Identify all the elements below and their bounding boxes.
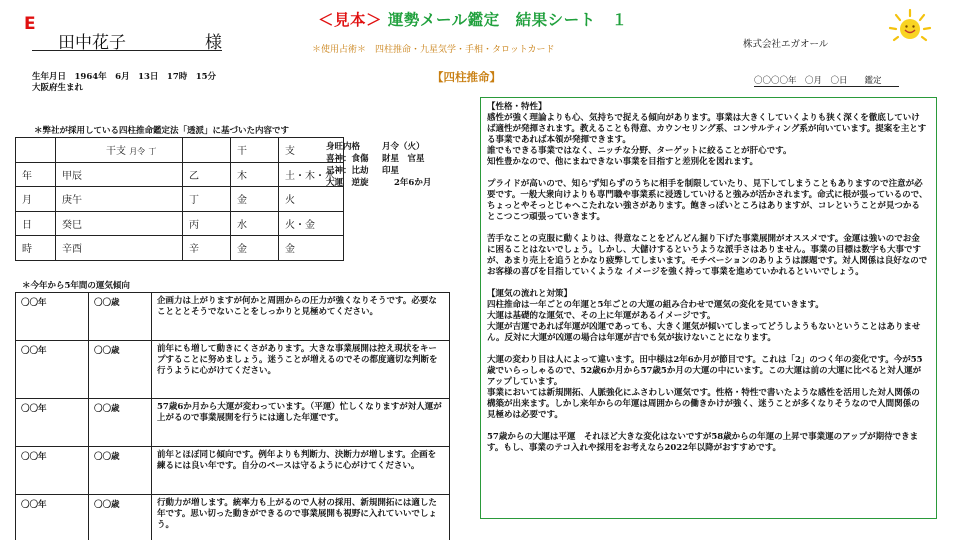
pride-paragraph: プライドが高いので、知ら'ず知らずのうちに相手を制限していたり、見下してしまうこともありますので注意が必要です。一般大衆向けよりも専門職や事業系に浸透していけると強みが活かされます。命式に根が張っているので、ちょっとやそっとじゃへこたれない強さがあります。飽きっぽいところはありますが、コレということが見つかるとこつこつ頑張っていきます。	[487, 179, 928, 222]
table-row	[16, 447, 450, 495]
trend-age: 〇〇歳	[89, 399, 152, 447]
section-title: 【四柱推命】	[432, 70, 501, 84]
trend-text: 前年にも増して動きにくさがあります。大きな事業展開は控え現状をキープすることに努めましょう。迷うことが増えるのでその都度適切な判断を行うように心がけてください。	[152, 341, 450, 399]
trend-year: 〇〇年	[16, 399, 89, 447]
header-kan: 干	[231, 138, 279, 163]
pillar-shi-element: 火	[279, 187, 344, 212]
honorific: 様	[205, 33, 222, 53]
pillar-kan-element: 水	[231, 211, 279, 236]
fortune-info-row: 喜神：食傷 財星 官星	[326, 154, 425, 164]
table-row	[16, 211, 344, 236]
table-row	[16, 495, 450, 540]
company-name: 株式会社エガオール	[743, 39, 829, 50]
header-blank-2	[183, 138, 231, 163]
trend-text: 前年とほぼ同じ傾向です。例年よりも判断力、決断力が増します。企画を練るには良い年です。自分のペースは守るように心がけてください。	[152, 447, 450, 495]
table-row	[16, 399, 450, 447]
pillar-kan: 丁	[183, 187, 231, 212]
table-row	[16, 187, 344, 212]
trend-age: 〇〇歳	[89, 447, 152, 495]
trend-year: 〇〇年	[16, 447, 89, 495]
birth-info	[32, 72, 216, 94]
strength-paragraph: 苦手なことの克服に動くよりは、得意なことをどんどん掘り下げた事業展開がオススメです。金運は強いのでお金に困ることはないでしょう。しかし、大儲けするというような派手さはありません。事業の目標は数字も大事ですが、あまり売上を追うとかなり疲弊してしまいます。モチベーションのありようは課題です。対人関係は良好なのでお客様の喜びを目指していくような イメージを強く持って事業を進めていかれるといいでしょう。	[487, 234, 928, 277]
turning-point-paragraph: 大運の変わり目は人によって違います。田中様は2年6か月が節目です。これは「2」のつく年の変化です。今が55歳でいらっしゃるので、52歳6か月から57歳5か月の大運の中にいます。この大運は前の大運に比べると対人運がアップしています。 事業においては新規開拓、人脈強化にふさわしい運気です。性格・特性で書いたような感性を活用した対人関係の構築が出来ます。しかし来年からの年運は周囲からの働きかけが強く、迷うことが多くなりそうなので人間関係の見極めは必要です。	[487, 355, 923, 420]
personality-paragraph: 【性格・特性】 感性が強く理論よりも心、気持ちで捉える傾向があります。事業は大きくしていくよりも狭く深くを徹底していけば適性が発揮されます。教えることも得意、カウンセリング系、コンサルティング系が向いています。提案を主とする事業であれば本領が発揮できます。 誰でもできる事業ではなく、ニッチな分野、ターゲットに絞ることが肝心です。 知性豊かなので、他にまねできない事業を目指すと差別化を図れます。	[487, 102, 927, 167]
sun-logo	[886, 8, 934, 52]
pillar-kanshi: 癸巳	[56, 211, 183, 236]
pillar-kanshi: 甲辰	[56, 162, 183, 187]
pillar-label: 日	[16, 211, 56, 236]
trend-text: 行動力が増します。統率力も上がるので人材の採用、新規開拓には適した年です。思い切った動きができるので事業展開も視野に入れていいでしょう。	[152, 495, 450, 540]
fortune-info-row: 身旺内格 月令（火）	[326, 142, 425, 152]
sheet-title	[318, 8, 628, 30]
fortune-flow-paragraph: 【運気の流れと対策】 四柱推命は一年ごとの年運と5年ごとの大運の組み合わせで運気の変化を見ていきます。 大運は基礎的な運気で、その上に年運があるイメージです。 大運が吉運であれば年運が凶運であっても、大きく運気が傾いてしまってどうしようもないということはありません。反対に大運が凶運の場合は年運が吉でも気が抜けないことになります。	[487, 289, 921, 343]
pillar-shi-element: 火・金	[279, 211, 344, 236]
pillar-shi-element: 土・木・水	[279, 162, 344, 187]
header-shi: 支	[279, 138, 344, 163]
outlook-paragraph: 57歳からの大運は平運 それほど大きな変化はないですが58歳からの年運の上昇で事業運のアップが期待できます。もし、事業のテコ入れや採用をお考えなら2022年以降がおすすめです。	[487, 432, 919, 453]
client-name: 田中花子	[58, 33, 126, 53]
trend-year: 〇〇年	[16, 341, 89, 399]
table-row	[16, 341, 450, 399]
title-main: 運勢メール鑑定 結果シート １	[387, 11, 628, 29]
pillar-kan-element: 金	[231, 236, 279, 261]
client-name-underline	[32, 50, 222, 51]
four-pillars-table	[15, 137, 344, 261]
trend-age: 〇〇歳	[89, 341, 152, 399]
sample-tag: E	[24, 14, 36, 34]
analysis-box	[480, 97, 937, 519]
pillar-kanshi: 庚午	[56, 187, 183, 212]
pillar-kanshi: 辛酉	[56, 236, 183, 261]
pillar-kan: 辛	[183, 236, 231, 261]
fortune-info	[326, 141, 431, 189]
birth-date: 生年月日 1964年 6月 13日 17時 15分	[32, 72, 217, 82]
date-underline	[754, 86, 899, 87]
pillar-label: 月	[16, 187, 56, 212]
header-kanshi: 干支 月令 丁	[56, 138, 183, 163]
method-note: ＊弊社が採用している四柱推命鑑定法「透派」に基づいた内容です	[34, 126, 290, 136]
trend-text: 57歳6か月から大運が変わっています。（平運）忙しくなりますが対人運が上がるので事業展開を行うには適した年運です。	[152, 399, 450, 447]
pillar-label: 年	[16, 162, 56, 187]
trend-age: 〇〇歳	[89, 293, 152, 341]
trend-table	[15, 292, 450, 540]
fortune-info-row: 大運 逆旋 2年6か月	[326, 178, 432, 188]
header-cell-blank	[16, 138, 56, 163]
pillar-kan: 丙	[183, 211, 231, 236]
table-row	[16, 162, 344, 187]
pillar-label: 時	[16, 236, 56, 261]
methods-used: ＊使用占術＊ 四柱推命・九星気学・手相・タロットカード	[312, 45, 555, 55]
pillar-kan-element: 木	[231, 162, 279, 187]
trend-year: 〇〇年	[16, 293, 89, 341]
trend-year: 〇〇年	[16, 495, 89, 540]
sample-label: ＜見本＞	[318, 11, 383, 29]
pillar-kan-element: 金	[231, 187, 279, 212]
appraisal-date: 〇〇〇〇年 〇月 〇日 鑑定	[754, 76, 882, 86]
fortune-info-row: 忌神：比劫 印星	[326, 166, 400, 176]
table-row	[16, 236, 344, 261]
table-header-row	[16, 138, 344, 163]
pillar-kan: 乙	[183, 162, 231, 187]
trend-text: 企画力は上がりますが何かと周囲からの圧力が強くなりそうです。必要なことととそうでないことをしっかりと見極めてください。	[152, 293, 450, 341]
trend-age: 〇〇歳	[89, 495, 152, 540]
table-row	[16, 293, 450, 341]
trend-title: ＊今年から5年間の運気傾向	[22, 281, 130, 291]
birth-place: 大阪府生まれ	[32, 83, 84, 93]
pillar-shi-element: 金	[279, 236, 344, 261]
